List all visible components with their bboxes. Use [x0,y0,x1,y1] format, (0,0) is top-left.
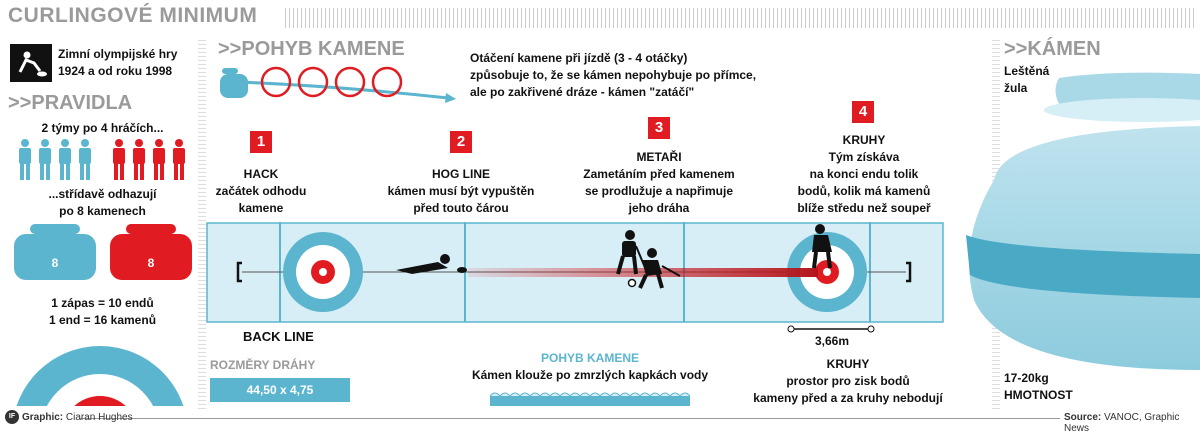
dimensions-value: 44,50 x 4,75 [210,378,350,402]
movement-desc3: ale po zakřivené dráze - kámen "zatáčí" [470,85,695,99]
step-3-line3: jeho dráha [628,201,690,215]
big-curling-stone [964,70,1200,370]
rules-throws2: po 8 kamenech [59,204,146,218]
stone-weight-label: HMOTNOST [1004,388,1073,402]
graphic-logo: IF [5,410,19,424]
player-icon [79,139,91,180]
stone-material2: žula [1004,81,1028,95]
movement-header: >>POHYB KAMENE [218,38,405,60]
step-1-title: HACK [243,167,279,181]
rings-line1: prostor pro zisk bodů [786,374,910,388]
step-3-title: METAŘI [636,150,682,164]
step-2-line1: kámen musí být vypuštěn [387,184,535,198]
player-icon [19,139,31,180]
step-1-line1: začátek odhodu [215,184,307,198]
step-3-number: 3 [648,117,670,139]
rules-throws1: ...střídavě odhazují [48,187,157,201]
stone-material1: Leštěná [1004,64,1050,78]
player-icon [39,139,51,180]
circle-size: 3,66m [814,334,850,348]
graphic-label: Graphic: [22,412,64,423]
step-4-line4: blíže středu než soupeř [797,201,931,215]
stone-weight: 17-20kg [1004,371,1049,385]
curling-sheet [206,222,946,324]
rotation-arrow-icon [336,68,364,96]
rotation-diagram [218,62,458,108]
player-icons [16,138,196,182]
stone-header: >>KÁMEN [1004,38,1101,60]
stone-right-number: 8 [147,256,155,270]
curling-stone-icon [220,68,248,98]
dimensions-label: ROZMĚRY DRÁHY [210,358,316,372]
step-2-title: HOG LINE [431,167,490,181]
house-left [283,232,363,312]
rules-teams: 2 týmy po 4 hráčích... [41,121,164,135]
step-1-line2: kamene [238,201,284,215]
step-4-line1: Tým získáva [828,150,900,164]
rules-stones [12,222,196,284]
rings-line2: kameny před a za kruhy nebodují [753,391,943,405]
player-icon [173,139,185,180]
player-icon [153,139,165,180]
step-2-line2: před touto čárou [413,201,509,215]
step-4-number: 4 [852,101,874,123]
olympic-line1: Zimní olympijské hry [58,47,178,61]
page-title: CURLINGOVÉ MINIMUM [8,4,258,27]
step-3-line1: Zametáním před kamenem [583,167,735,181]
step-1-number: 1 [250,131,272,153]
glide-text: Kámen klouže po zmrzlých kapkách vody [471,368,709,382]
step-4-line3: bodů, kolik má kamenů [797,184,931,198]
movement-desc2: způsobuje to, že se kámen nepohybuje po přímce, [470,68,757,82]
rules-match2: 1 end = 16 kamenů [48,313,157,327]
target-icon [10,344,190,406]
player-icon [133,139,145,180]
olympic-line2: 1924 a od roku 1998 [58,64,173,78]
title-rule [285,8,1195,28]
player-icon [113,139,125,180]
curling-stone-icon [14,224,96,280]
source-label: Source: [1064,412,1102,423]
curling-stone-icon [110,224,192,280]
rules-match1: 1 zápas = 10 endů [51,296,154,310]
olympic-curling-icon [10,44,52,82]
rules-header: >>PRAVIDLA [8,92,133,114]
player-icon [59,139,71,180]
rings-title: KRUHY [826,357,870,371]
step-4-line2: na konci endu tolik [809,167,919,181]
step-4-title: KRUHY [842,133,886,147]
ice-droplets [490,388,690,406]
step-2-number: 2 [450,131,472,153]
stone-left-number: 8 [51,256,59,270]
graphic-author: Ciaran Hughes [65,412,133,423]
movement-desc1: Otáčení kamene při jízdě (3 - 4 otáčky) [470,51,688,65]
back-line-label: BACK LINE [243,329,314,344]
source-value: VANOC, Graphic News [1064,412,1180,434]
step-3-line2: se prodlužuje a napřimuje [584,184,734,198]
rotation-arrow-icon [299,68,327,96]
section-divider [198,40,206,410]
footer-rule [80,418,1060,419]
glide-title: POHYB KAMENE [540,351,639,365]
